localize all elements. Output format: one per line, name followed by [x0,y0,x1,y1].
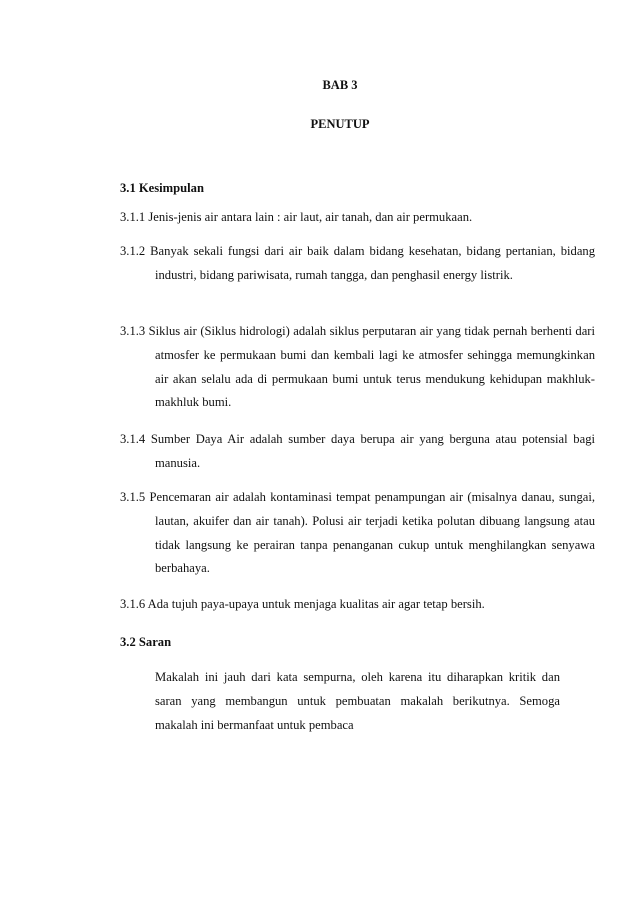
item-number: 3.1.1 [120,210,146,224]
section-heading-kesimpulan: 3.1 Kesimpulan [120,181,204,195]
item-text: Siklus air (Siklus hidrologi) adalah siklus perputaran air yang tidak pernah berhenti dari atmosfer ke permukaan bumi dan kembali lagi ke atmosfer sehingga memungkinkan air akan selalu ada di permukaan bumi untuk terus mendukung kehidupan makhluk-makhluk bumi. [148,324,595,410]
item-text: Jenis-jenis air antara lain : air laut, air tanah, dan air permukaan. [148,210,473,224]
conclusion-item [120,240,595,288]
conclusion-item [120,206,595,230]
item-number: 3.1.3 [120,324,146,338]
item-number: 3.1.4 [120,432,146,446]
item-number: 3.1.6 [120,597,146,611]
item-number: 3.1.5 [120,490,146,504]
item-text: Banyak sekali fungsi dari air baik dalam bidang kesehatan, bidang pertanian, bidang industri, bidang pariwisata, rumah tangga, dan penghasil energy listrik. [150,244,595,282]
chapter-number: BAB 3 [322,78,358,92]
saran-paragraph: Makalah ini jauh dari kata sempurna, oleh karena itu diharapkan kritik dan saran yang membangun untuk pembuatan makalah berikutnya. Semoga makalah ini bermanfaat untuk pembaca [155,670,560,732]
item-text: Ada tujuh paya-upaya untuk menjaga kualitas air agar tetap bersih. [147,597,485,611]
conclusion-item [120,593,595,617]
conclusion-item [120,428,595,476]
section-heading-saran: 3.2 Saran [120,635,172,649]
item-number: 3.1.2 [120,244,146,258]
conclusion-item [120,486,595,581]
item-text: Pencemaran air adalah kontaminasi tempat penampungan air (misalnya danau, sungai, lautan, akuifer dan air tanah). Polusi air terjadi ketika polutan dibuang langsung atau tidak langsung ke perairan tanpa penanganan cukup untuk menghilangkan senyawa berbahaya. [149,490,595,576]
conclusion-item [120,320,595,415]
chapter-title: PENUTUP [310,117,370,131]
item-text: Sumber Daya Air adalah sumber daya berupa air yang berguna atau potensial bagi manusia. [150,432,595,470]
